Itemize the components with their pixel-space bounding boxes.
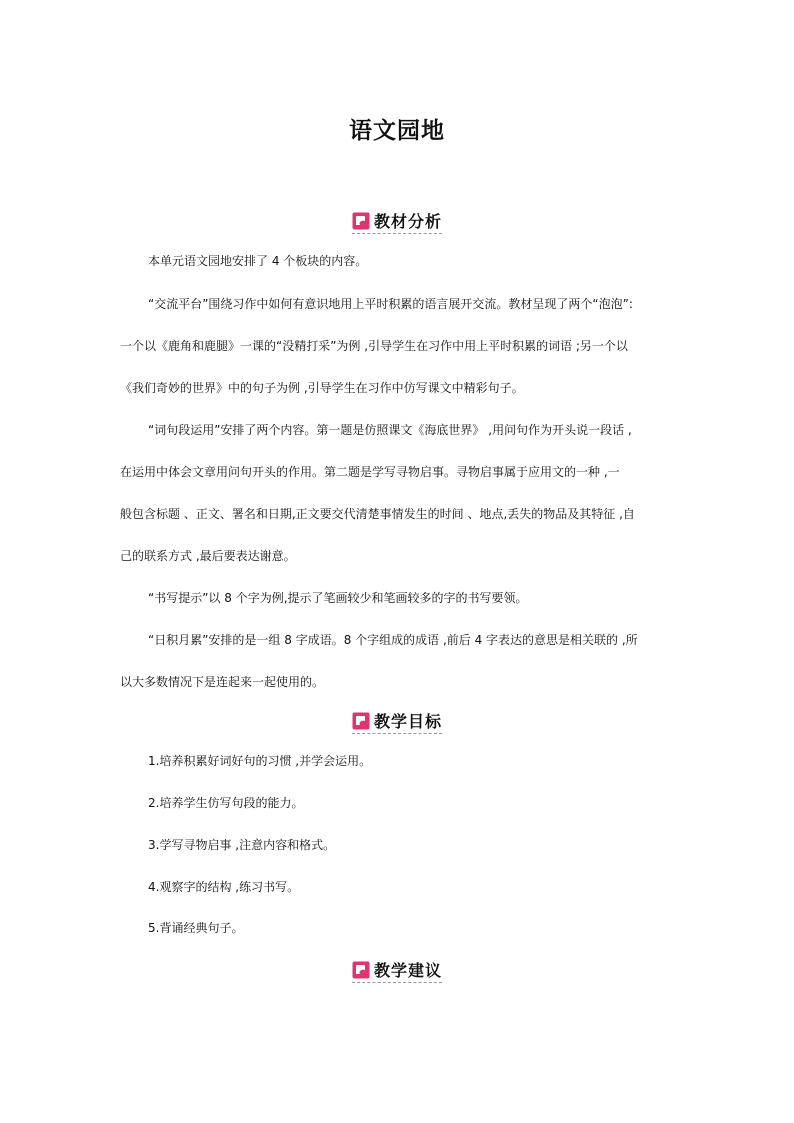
- pink-bookmark-icon: [352, 961, 370, 979]
- goal-item: 5.背诵经典句子。: [148, 921, 244, 935]
- pink-bookmark-icon: [352, 712, 370, 730]
- paragraph-line: 己的联系方式 ,最后要表达谢意。: [120, 549, 296, 563]
- paragraph-line: 《我们奇妙的世界》中的句子为例 ,引导学生在习作中仿写课文中精彩句子。: [120, 381, 524, 395]
- section-heading-label: 教学建议: [373, 961, 442, 980]
- paragraph-line: “日积月累”安排的是一组 8 字成语。8 个字组成的成语 ,前后 4 字表达的意思是相关联的 ,所: [148, 633, 638, 647]
- paragraph-line: 般包含标题 、正文、署名和日期,正文要交代清楚事情发生的时间 、地点,丢失的物品及其特征 ,自: [120, 507, 635, 521]
- paragraph-line: “交流平台”围绕习作中如何有意识地用上平时积累的语言展开交流。教材呈现了两个“泡泡”:: [148, 297, 633, 311]
- paragraph-line: “书写提示”以 8 个字为例,提示了笔画较少和笔画较多的字的书写要领。: [148, 591, 528, 605]
- paragraph-line: 以大多数情况下是连起来一起使用的。: [120, 675, 325, 689]
- section-heading-label: 教材分析: [373, 212, 442, 231]
- paragraph-line: 在运用中体会文章用问句开头的作用。第二题是学写寻物启事。寻物启事属于应用文的一种 ,一: [120, 465, 620, 479]
- pink-bookmark-icon: [352, 212, 370, 230]
- page-title: 语文园地: [349, 118, 445, 144]
- goal-item: 3.学写寻物启事 ,注意内容和格式。: [148, 838, 336, 852]
- section-heading-label: 教学目标: [373, 712, 442, 731]
- paragraph-line: 一个以《鹿角和鹿腿》一课的“没精打采”为例 ,引导学生在习作中用上平时积累的词语 ;另一个以: [120, 339, 628, 353]
- goal-item: 2.培养学生仿写句段的能力。: [148, 796, 304, 810]
- goal-item: 4.观察字的结构 ,练习书写。: [148, 880, 300, 894]
- section-heading-suggestions: [0, 958, 794, 983]
- paragraph-line: 本单元语文园地安排了 4 个板块的内容。: [148, 254, 368, 268]
- paragraph-line: “词句段运用”安排了两个内容。第一题是仿照课文《海底世界》 ,用问句作为开头说一段话 ,: [148, 423, 632, 437]
- section-heading-analysis: [0, 209, 794, 234]
- goal-item: 1.培养积累好词好句的习惯 ,并学会运用。: [148, 754, 372, 768]
- section-heading-goals: [0, 709, 794, 734]
